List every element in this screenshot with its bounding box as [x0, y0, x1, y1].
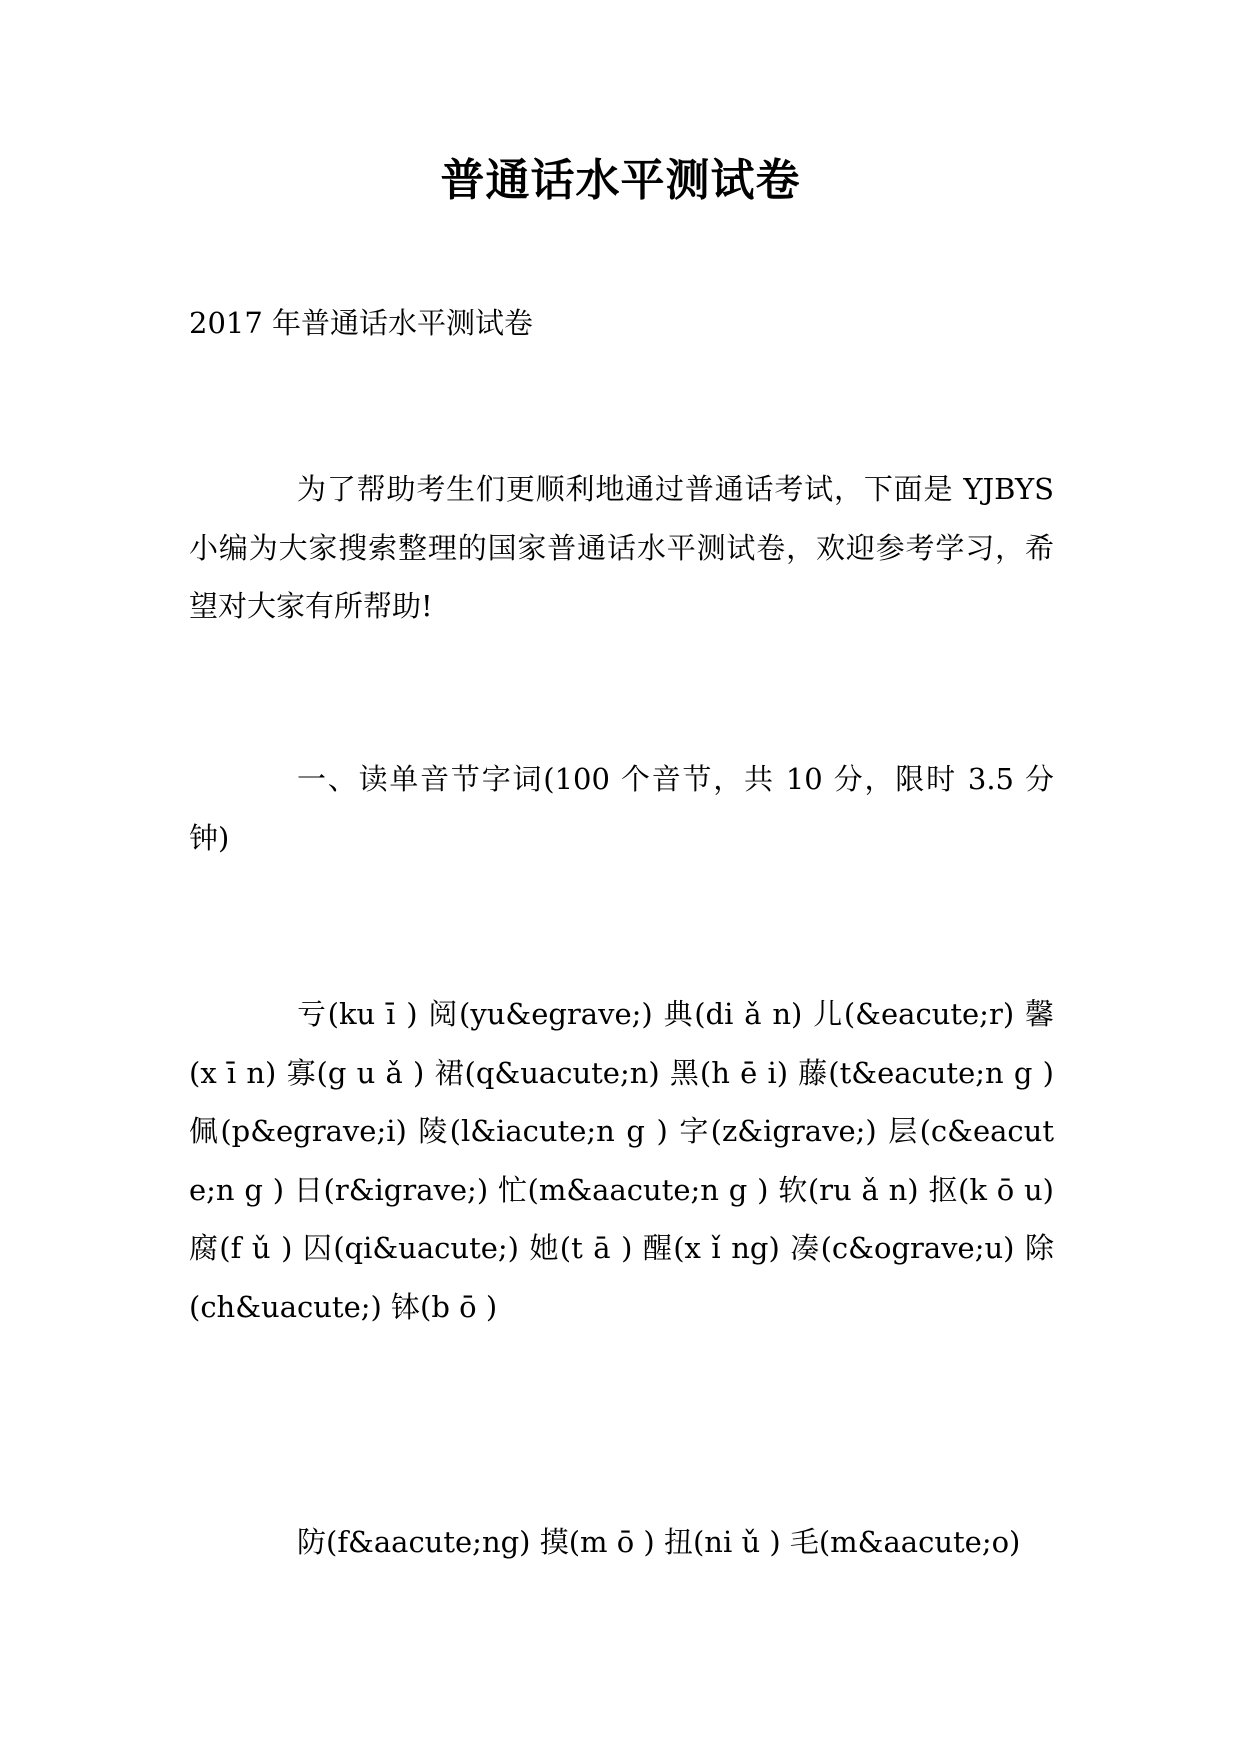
- document-title: 普通话水平测试卷: [440, 155, 801, 206]
- syllables-paragraph-2: 防(f&aacute;ng) 摸(m ō ) 扭(ni ǔ ) 毛(m&aacute;o): [297, 1525, 1021, 1559]
- syllables-paragraph-1: 亏(ku ī ) 阅(yu&egrave;) 典(di ǎ n) 儿(&eacute;r) 馨(x ī n) 寡(g u ǎ ) 裙(q&uacute;n) 黑(h ē i) 藤(t&eacute;n g ) 佩(p&egrave;i) 陵(l&iacute;n g ) 字(z&igrave;) 层(c&eacute;n g ) 日(r&igrave;) 忙(m&aacute;n g ) 软(ru ǎ n) 抠(k ō u) 腐(f ǔ ) 囚(qi&uacute;) 她(t ā ) 醒(x ǐ ng) 凑(c&ograve;u) 除(ch&uacute;) 钵(b ō ): [189, 997, 1054, 1324]
- document-subtitle: 2017 年普通话水平测试卷: [189, 306, 534, 340]
- intro-paragraph: 为了帮助考生们更顺利地通过普通话考试，下面是 YJBYS 小编为大家搜索整理的国家普通话水平测试卷，欢迎参考学习，希望对大家有所帮助!: [189, 472, 1054, 623]
- section-heading: 一、读单音节字词(100 个音节，共 10 分，限时 3.5 分钟): [189, 762, 1054, 855]
